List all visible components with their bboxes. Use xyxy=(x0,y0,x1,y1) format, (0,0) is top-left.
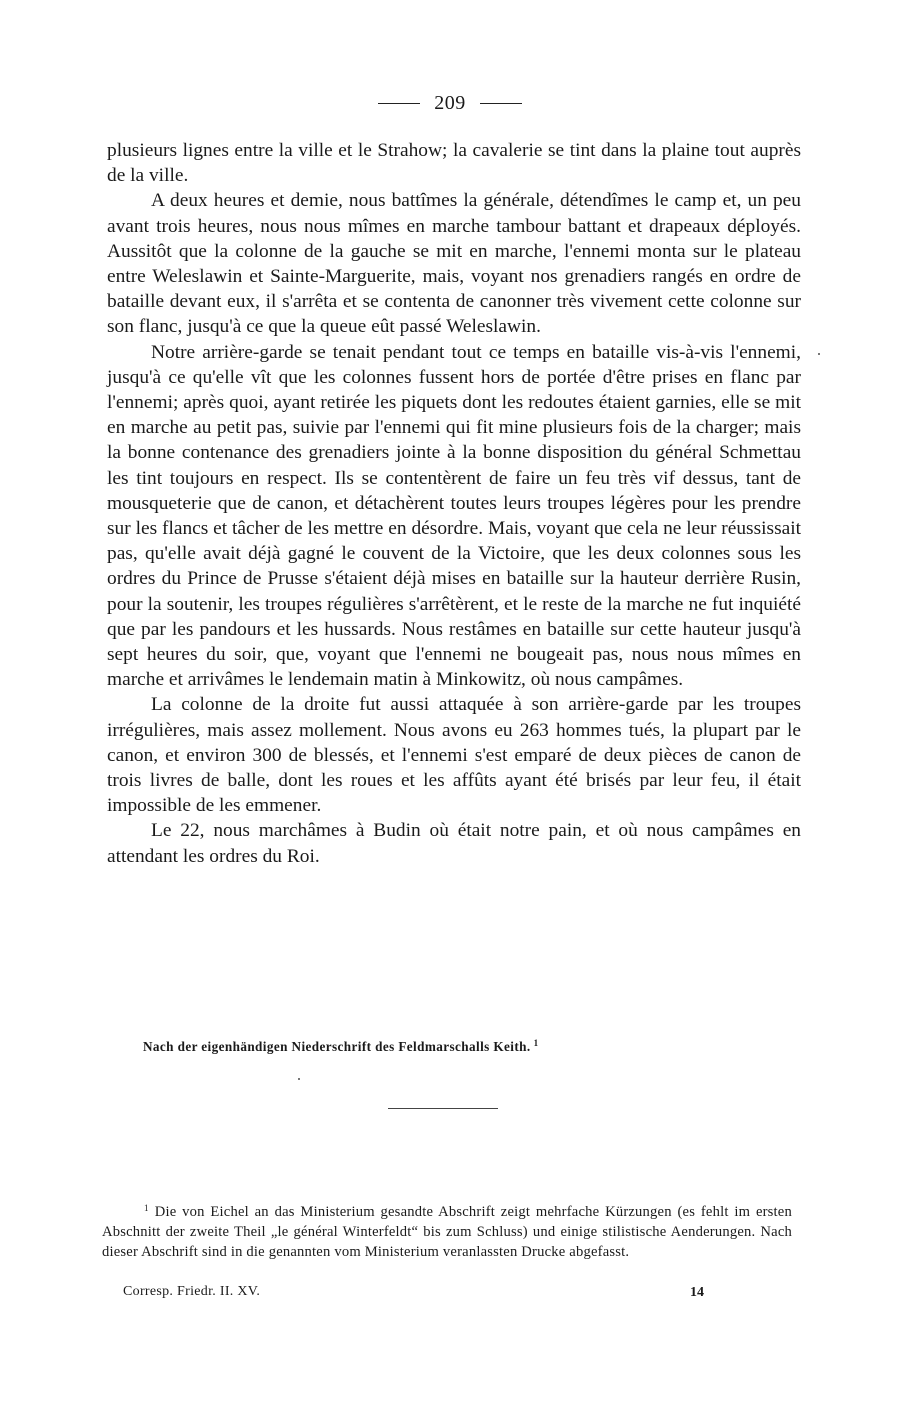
header-rule-right xyxy=(480,103,522,104)
header-rule-left xyxy=(378,103,420,104)
paragraph: plusieurs lignes entre la ville et le Strahow; la cavalerie se tint dans la plaine tout auprès de la ville. xyxy=(107,140,801,187)
footnote xyxy=(102,1198,792,1262)
footnote-text: Die von Eichel an das Ministerium gesandte Abschrift zeigt mehrfache Kürzungen (es fehlt im ersten Abschnitt der zweite Theil „le général Winterfeldt“ bis zum Schluss) und einige stilistische Aenderungen. Nach dieser Abschrift sind in die genannten vom Ministerium veranlassten Drucke abgefasst. xyxy=(102,1204,792,1260)
print-speck xyxy=(298,1078,300,1080)
source-note-text: Nach der eigenhändigen Niederschrift des Feldmarschalls Keith. xyxy=(143,1039,531,1054)
paragraph: Le 22, nous marchâmes à Budin où était notre pain, et où nous campâmes en attendant les ordres du Roi. xyxy=(107,820,801,867)
sheet-number: 14 xyxy=(690,1285,704,1300)
margin-speck xyxy=(818,353,820,355)
footnote-marker: 1 xyxy=(144,1203,149,1213)
footnote-reference: 1 xyxy=(533,1038,539,1048)
paragraph: Notre arrière-garde se tenait pendant tout ce temps en bataille vis-à-vis l'ennemi, jusqu'à ce qu'elle vît que les colonnes fussent hors de portée d'être prises en flanc par l'ennemi; après quoi, ayant retirée les piquets dont les redoutes étaient garnies, elle se mit en marche au petit pas, suivie par l'ennemi qui fit mine plusieurs fois de la charger; mais la bonne contenance des grenadiers jointe à la bonne disposition du général Schmettau les tint toujours en respect. Ils se contentèrent de faire un feu très vif dessus, tant de mousqueterie que de canon, et détachèrent toutes leurs troupes légères pour les prendre sur les flancs et tâcher de les mettre en désordre. Mais, voyant que cela ne leur réussissait pas, qu'elle avait déjà gagné le couvent de la Victoire, que les deux colonnes sous les ordres du Prince de Prusse s'étaient déjà mises en bataille sur la hauteur derrière Rusin, pour la soutenir, les troupes régulières s'arrêtèrent, et le reste de la marche ne fut inquiété que par les pandours et les hussards. Nous restâmes en bataille sur cette hauteur jusqu'à sept heures du soir, que, voyant que l'ennemi ne bougeait pas, nous nous mîmes en marche et arrivâmes le lendemain matin à Minkowitz, où nous campâmes. xyxy=(107,341,801,691)
section-divider xyxy=(388,1108,498,1109)
page-number: 209 xyxy=(434,92,466,114)
paragraph: A deux heures et demie, nous battîmes la générale, détendîmes le camp et, un peu avant trois heures, nous nous mîmes en marche tambour battant et drapeaux déployés. Aussitôt que la colonne de la gauche se mit en marche, l'ennemi monta sur le plateau entre Weleslawin et Sainte-Marguerite, mais, voyant nos grenadiers rangés en ordre de bataille devant eux, il s'arrêta et se contenta de canonner très vivement cette colonne sur son flanc, jusqu'à ce que la queue eût passé Weleslawin. xyxy=(107,190,801,338)
page-header xyxy=(0,92,900,115)
source-note xyxy=(143,1038,538,1055)
main-text xyxy=(107,138,801,869)
paragraph: La colonne de la droite fut aussi attaquée à son arrière-garde par les troupes irrégulières, mais assez mollement. Nous avons eu 263 hommes tués, la plupart par le canon, et environ 300 de blessés, et l'ennemi s'est emparé de deux pièces de canon de trois livres de balle, dont les roues et les affûts ayant été brisés par leur feu, il était impossible de les emmener. xyxy=(107,694,801,817)
signature-line: Corresp. Friedr. II. XV. xyxy=(123,1284,261,1299)
